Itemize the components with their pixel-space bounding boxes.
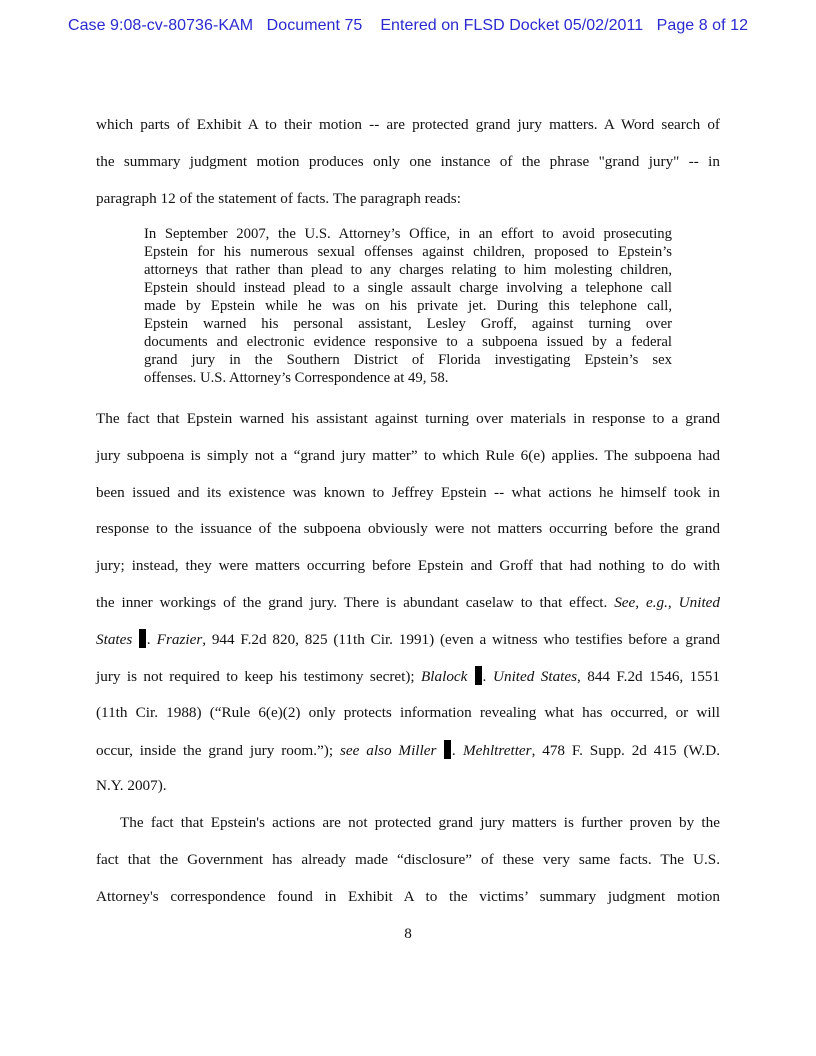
block-quote-line: made by Epstein while he was on his private jet. During this telephone call, [144,298,672,314]
citation-signal: See, e.g., United [614,594,721,611]
case-header: Case 9:08-cv-80736-KAM Document 75 Entered on FLSD Docket 05/02/2011 Page 8 of 12 [67,17,749,34]
case-name: Blalock [421,668,468,685]
body-line [96,740,720,761]
body-line [96,593,720,613]
redaction-box [475,666,482,685]
body-line: Attorney's correspondence found in Exhibit A to the victims’ summary judgment motion [96,888,720,905]
case-name: see also Miller [339,742,437,759]
body-line: jury; instead, they were matters occurring before Epstein and Groff that had nothing to do with [96,557,720,574]
body-text: occur, inside the grand jury room.”); [96,742,340,759]
body-line: jury subpoena is simply not a “grand jury matter” to which Rule 6(e) applies. The subpoena had [96,447,720,464]
body-text: jury is not required to keep his testimony secret); [96,668,422,685]
body-line: (11th Cir. 1988) (“Rule 6(e)(2) only protects information revealing what has occurred, or will [96,704,720,721]
body-line: which parts of Exhibit A to their motion -- are protected grand jury matters. A Word search of [96,116,720,133]
body-line: been issued and its existence was known to Jeffrey Epstein -- what actions he himself took in [96,484,720,501]
body-line [96,666,720,687]
body-text: the inner workings of the grand jury. There is abundant caselaw to that effect. [96,594,615,611]
body-line: The fact that Epstein's actions are not protected grand jury matters is further proven by the [120,814,720,831]
block-quote-line: attorneys that rather than plead to any charges relating to him molesting children, [144,262,672,278]
case-name: . Mehltretter [452,742,532,759]
redaction-box [444,740,451,759]
body-text: , 478 F. Supp. 2d 415 (W.D. [531,742,720,759]
block-quote-line: offenses. U.S. Attorney’s Correspondence at 49, 58. [144,370,449,386]
body-line [96,629,720,650]
case-name: States [96,631,133,648]
block-quote-line: Epstein warned his personal assistant, Lesley Groff, against turning over [144,316,672,332]
block-quote-line: grand jury in the Southern District of Florida investigating Epstein’s sex [144,352,672,368]
case-name: . United States [482,668,578,685]
body-line: the summary judgment motion produces only one instance of the phrase "grand jury" -- in [96,153,720,170]
redaction-box [139,629,146,648]
block-quote-line: documents and electronic evidence responsive to a subpoena issued by a federal [144,334,672,350]
page-number: 8 [404,925,412,942]
body-line: fact that the Government has already made “disclosure” of these very same facts. The U.S. [96,851,720,868]
block-quote-line: In September 2007, the U.S. Attorney’s Office, in an effort to avoid prosecuting [144,226,672,242]
case-name: . Frazier [147,631,203,648]
body-line: response to the issuance of the subpoena obviously were not matters occurring before the grand [96,520,720,537]
body-text: , 844 F.2d 1546, 1551 [577,668,720,685]
body-line: The fact that Epstein warned his assistant against turning over materials in response to a grand [96,410,720,427]
body-line: paragraph 12 of the statement of facts. The paragraph reads: [96,190,461,207]
body-line: N.Y. 2007). [96,777,167,794]
block-quote-line: Epstein should instead plead to a single assault charge involving a telephone call [144,280,672,296]
block-quote-line: Epstein for his numerous sexual offenses against children, proposed to Epstein’s [144,244,672,260]
body-text: , 944 F.2d 820, 825 (11th Cir. 1991) (even a witness who testifies before a grand [202,631,721,648]
